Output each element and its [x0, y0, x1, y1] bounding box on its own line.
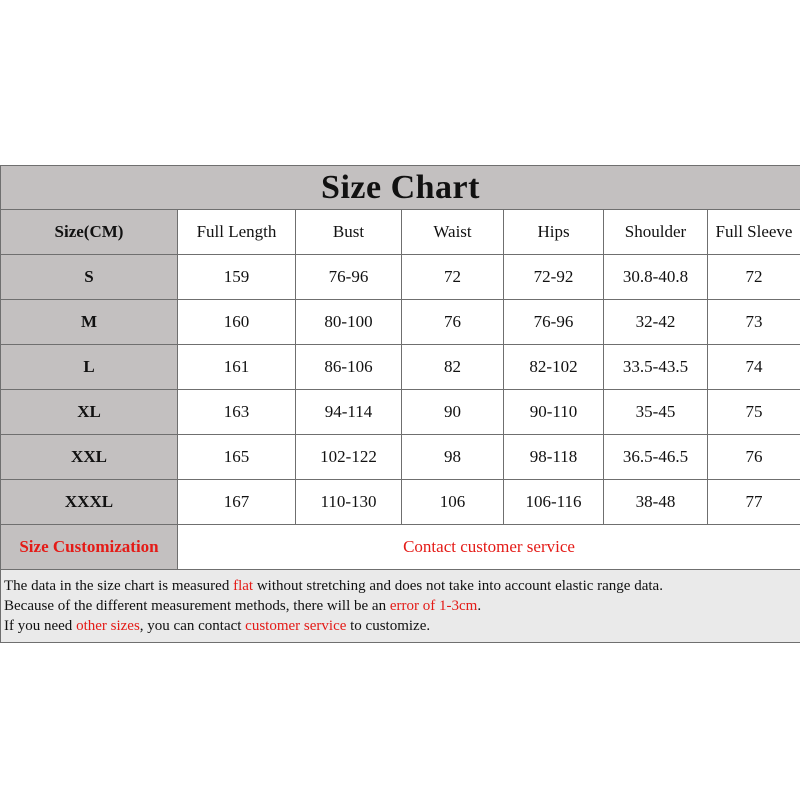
table-cell: 98-118	[504, 435, 604, 480]
table-cell: 94-114	[296, 390, 402, 435]
column-header-waist: Waist	[402, 210, 504, 255]
note-line	[4, 596, 797, 616]
header-row	[1, 210, 800, 255]
size-label: XL	[1, 390, 178, 435]
table-cell: 73	[708, 300, 800, 345]
customization-value: Contact customer service	[178, 525, 800, 570]
table-row	[1, 300, 800, 345]
table-row	[1, 390, 800, 435]
table-cell: 167	[178, 480, 296, 525]
column-header-full-length: Full Length	[178, 210, 296, 255]
note-text: Because of the different measurement methods, there will be an	[4, 598, 390, 614]
table-cell: 80-100	[296, 300, 402, 345]
table-cell: 98	[402, 435, 504, 480]
size-label: M	[1, 300, 178, 345]
table-cell: 77	[708, 480, 800, 525]
table-cell: 90-110	[504, 390, 604, 435]
table-cell: 106-116	[504, 480, 604, 525]
note-highlight: customer service	[245, 618, 347, 634]
note-line	[4, 616, 797, 636]
notes-section	[1, 570, 800, 643]
size-label: XXL	[1, 435, 178, 480]
column-header-size: Size(CM)	[1, 210, 178, 255]
note-text: , you can contact	[139, 618, 246, 634]
table-cell: 161	[178, 345, 296, 390]
chart-title: Size Chart	[1, 166, 800, 210]
table-cell: 165	[178, 435, 296, 480]
table-cell: 90	[402, 390, 504, 435]
note-highlight: flat	[233, 578, 254, 594]
column-header-full-sleeve: Full Sleeve	[708, 210, 800, 255]
table-cell: 110-130	[296, 480, 402, 525]
note-text: to customize.	[346, 618, 431, 634]
table-cell: 82-102	[504, 345, 604, 390]
table-cell: 72	[402, 255, 504, 300]
table-cell: 76	[402, 300, 504, 345]
note-highlight: other sizes	[76, 618, 140, 634]
table-cell: 160	[178, 300, 296, 345]
table-row	[1, 480, 800, 525]
table-cell: 75	[708, 390, 800, 435]
size-label: XXXL	[1, 480, 178, 525]
note-text: without stretching and does not take into account elastic range data.	[253, 578, 663, 594]
size-chart-table	[0, 165, 800, 643]
table-cell: 35-45	[604, 390, 708, 435]
column-header-hips: Hips	[504, 210, 604, 255]
table-cell: 32-42	[604, 300, 708, 345]
table-cell: 86-106	[296, 345, 402, 390]
table-cell: 82	[402, 345, 504, 390]
note-text: .	[477, 598, 482, 614]
table-cell: 76-96	[296, 255, 402, 300]
note-line	[4, 576, 797, 596]
customization-label: Size Customization	[1, 525, 178, 570]
customization-row	[1, 525, 800, 570]
note-highlight: error of 1-3cm	[389, 598, 478, 614]
table-cell: 163	[178, 390, 296, 435]
column-header-shoulder: Shoulder	[604, 210, 708, 255]
size-label: S	[1, 255, 178, 300]
table-cell: 72-92	[504, 255, 604, 300]
column-header-bust: Bust	[296, 210, 402, 255]
table-cell: 33.5-43.5	[604, 345, 708, 390]
table-cell: 30.8-40.8	[604, 255, 708, 300]
size-label: L	[1, 345, 178, 390]
table-cell: 102-122	[296, 435, 402, 480]
table-cell: 36.5-46.5	[604, 435, 708, 480]
table-cell: 74	[708, 345, 800, 390]
table-cell: 38-48	[604, 480, 708, 525]
table-cell: 76-96	[504, 300, 604, 345]
table-row	[1, 255, 800, 300]
table-cell: 76	[708, 435, 800, 480]
table-cell: 72	[708, 255, 800, 300]
note-text: If you need	[4, 618, 77, 634]
table-row	[1, 435, 800, 480]
note-text: The data in the size chart is measured	[4, 578, 234, 594]
table-cell: 159	[178, 255, 296, 300]
table-cell: 106	[402, 480, 504, 525]
table-row	[1, 345, 800, 390]
